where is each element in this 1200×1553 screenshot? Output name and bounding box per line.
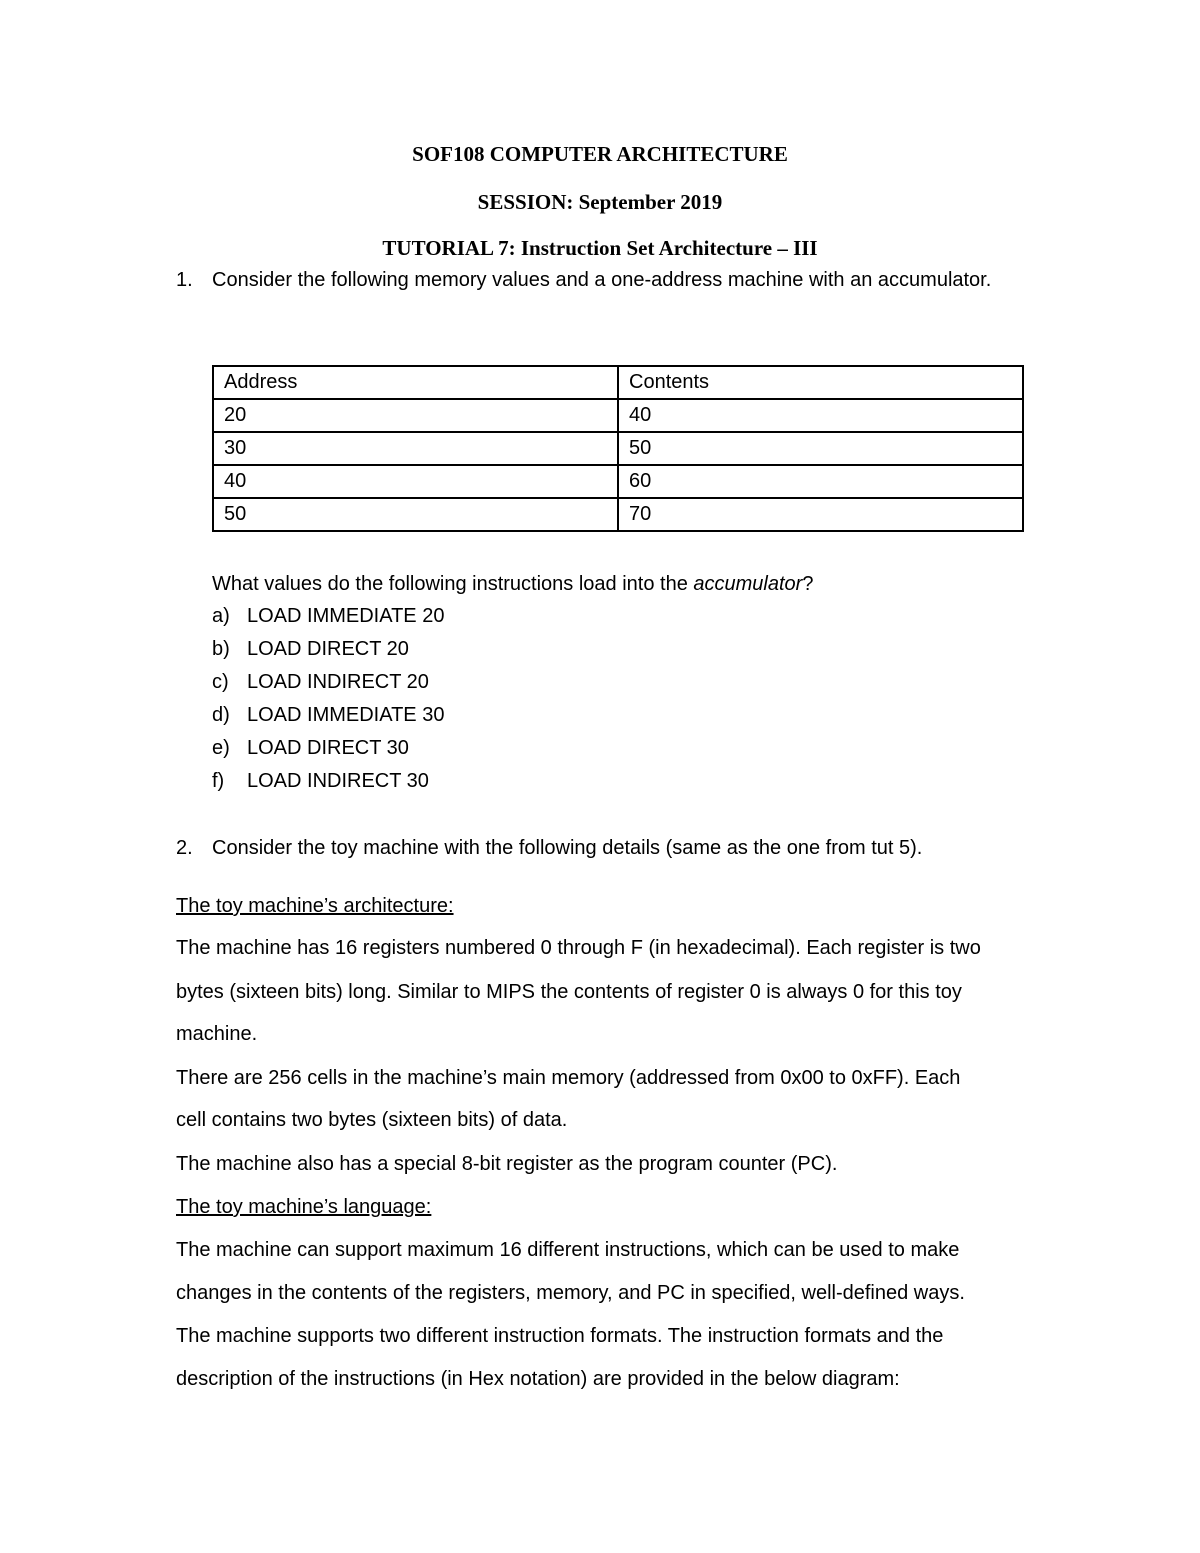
q1-question	[212, 568, 813, 601]
arch-line: The machine also has a special 8-bit register as the program counter (PC).	[176, 1153, 838, 1175]
arch-heading: The toy machine’s architecture:	[176, 895, 454, 917]
arch-line: bytes (sixteen bits) long. Similar to MIPS the contents of register 0 is always 0 for this toy	[176, 981, 962, 1003]
option-text: LOAD IMMEDIATE 30	[247, 704, 445, 726]
q1-text: Consider the following memory values and a one-address machine with an accumulator.	[212, 269, 992, 291]
lang-line: changes in the contents of the registers, memory, and PC in specified, well-defined ways.	[176, 1282, 965, 1304]
header-address: Address	[213, 366, 618, 399]
option-label: a)	[212, 605, 230, 627]
arch-line: There are 256 cells in the machine’s main memory (addressed from 0x00 to 0xFF). Each	[176, 1067, 961, 1089]
q1-question-prefix: What values do the following instructions load into the	[212, 573, 694, 595]
memory-table	[212, 365, 1024, 532]
arch-line: machine.	[176, 1023, 258, 1045]
option-label: f)	[212, 770, 225, 792]
table-row	[213, 399, 1023, 432]
option-label: c)	[212, 671, 229, 693]
address-cell: 30	[213, 432, 618, 465]
option-b	[212, 635, 409, 663]
lang-line: The machine supports two different instruction formats. The instruction formats and the	[176, 1325, 944, 1347]
contents-cell: 70	[618, 498, 1023, 531]
option-text: LOAD INDIRECT 30	[247, 770, 429, 792]
table-row	[213, 498, 1023, 531]
lang-line: The machine can support maximum 16 different instructions, which can be used to make	[176, 1239, 960, 1261]
address-cell: 50	[213, 498, 618, 531]
q1-number: 1.	[176, 269, 193, 291]
contents-cell: 40	[618, 399, 1023, 432]
address-cell: 20	[213, 399, 618, 432]
contents-cell: 50	[618, 432, 1023, 465]
course-title: SOF108 COMPUTER ARCHITECTURE	[412, 142, 788, 166]
option-a	[212, 602, 444, 630]
address-cell: 40	[213, 465, 618, 498]
tutorial-title: TUTORIAL 7: Instruction Set Architecture – III	[382, 236, 818, 260]
option-label: b)	[212, 638, 230, 660]
table-header-row	[213, 366, 1023, 399]
q2-text: Consider the toy machine with the following details (same as the one from tut 5).	[212, 837, 923, 859]
contents-cell: 60	[618, 465, 1023, 498]
session-title: SESSION: September 2019	[477, 190, 723, 214]
option-text: LOAD INDIRECT 20	[247, 671, 429, 693]
option-label: e)	[212, 737, 230, 759]
option-text: LOAD IMMEDIATE 20	[247, 605, 445, 627]
option-label: d)	[212, 704, 230, 726]
q2-number: 2.	[176, 837, 193, 859]
table-row	[213, 432, 1023, 465]
option-e	[212, 734, 409, 762]
header-contents: Contents	[618, 366, 1023, 399]
arch-line: cell contains two bytes (sixteen bits) of data.	[176, 1109, 568, 1131]
table-row	[213, 465, 1023, 498]
option-f	[212, 767, 429, 795]
option-text: LOAD DIRECT 30	[247, 737, 409, 759]
lang-line: description of the instructions (in Hex notation) are provided in the below diagram:	[176, 1368, 900, 1390]
option-d	[212, 701, 444, 729]
q1-question-emph: accumulator	[693, 573, 803, 595]
lang-heading: The toy machine’s language:	[176, 1196, 432, 1218]
q1-question-suffix: ?	[802, 573, 814, 595]
option-text: LOAD DIRECT 20	[247, 638, 409, 660]
option-c	[212, 668, 429, 696]
arch-line: The machine has 16 registers numbered 0 through F (in hexadecimal). Each register is two	[176, 937, 981, 959]
